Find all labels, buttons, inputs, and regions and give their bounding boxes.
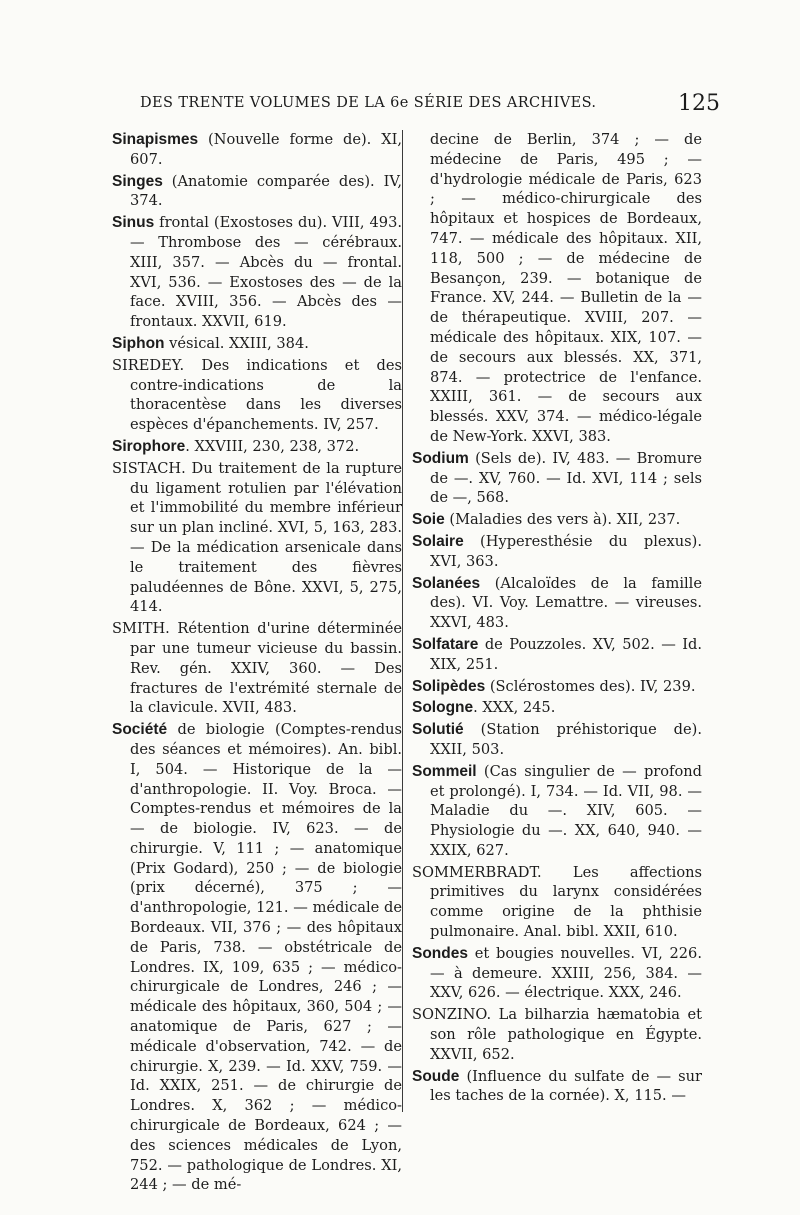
entry-text: SISTACH. Du traitement de la rupture du ligament rotulien par l'élévation et l'immobilité du membre inférieur sur un plan incliné. XVI, 5, 163, 283. — De la médication arsenicale dans le traitement des fièvres paludéennes de Bône. XXVI, 5, 275, 414. — [112, 459, 402, 616]
entry-text: SOMMERBRADT. Les affections primitives du larynx considérées comme origine de la phthisie pulmonaire. Anal. bibl. XXII, 610. — [412, 863, 702, 941]
index-entry — [412, 863, 702, 942]
index-entry — [112, 172, 402, 212]
entry-text: (Influence du sulfate de — sur les taches de la cornée). X, 115. — — [430, 1067, 702, 1105]
entry-headword: Siphon — [112, 334, 165, 352]
index-entry — [412, 532, 702, 572]
running-title: DES TRENTE VOLUMES DE LA 6e SÉRIE DES ARCHIVES. — [140, 95, 597, 111]
entry-text: . XXVIII, 230, 238, 372. — [185, 437, 360, 455]
entry-text: et bougies nouvelles. VI, 226. — à demeure. XXIII, 256, 384. — XXV, 626. — électrique. XXX, 246. — [430, 944, 702, 1002]
entry-text: (Hyperesthésie du plexus). XVI, 363. — [430, 532, 702, 570]
index-entry — [412, 510, 702, 530]
index-entry — [412, 720, 702, 760]
entry-text: . XXX, 245. — [473, 699, 556, 717]
index-entry — [112, 130, 402, 170]
entry-headword: Solanées — [412, 574, 481, 592]
page-number: 125 — [678, 91, 720, 116]
entry-text: (Nouvelle forme de). XI, 607. — [130, 131, 402, 168]
entry-headword: Solfatare — [412, 635, 479, 653]
entry-headword: Soude — [412, 1067, 460, 1085]
entry-text: SIREDEY. Des indications et des contre-indications de la thoracentèse dans les diverses espèces d'épanchements. IV, 257. — [112, 356, 402, 434]
index-entry — [412, 130, 702, 447]
index-entry — [112, 213, 402, 332]
index-entry — [112, 720, 402, 1195]
entry-headword: Sodium — [412, 449, 469, 467]
index-entry — [412, 1067, 702, 1107]
right-column — [412, 130, 702, 1108]
entry-headword: Sologne — [412, 699, 474, 717]
entry-text: SONZINO. La bilharzia hæmatobia et son rôle pathologique en Égypte. XXVII, 652. — [412, 1006, 702, 1063]
entry-headword: Sinus — [112, 214, 155, 232]
entry-text: decine de Berlin, 374 ; — de médecine de Paris, 495 ; — d'hydrologie médicale de Paris, 623 ; — médico-chirurgicale des hôpitaux et hospices de Bordeaux, 747. — médicale des hôpitaux. XII, 118, 500 ; — de médecine de Besançon, 239. — botanique de France. XV, 244. — Bulletin de la — de thérapeutique. XVIII, 207. — médicale des hôpitaux. XIX, 107. — de secours aux blessés. XX, 371, 874. — protectrice de l'enfance. XXIII, 361. — de secours aux blessés. XXV, 374. — médico-légale de New-York. XXVI, 383. — [430, 131, 702, 445]
entry-headword: Sinapismes — [112, 131, 199, 148]
entry-headword: Solutié — [412, 721, 464, 739]
entry-headword: Singes — [112, 172, 163, 190]
entry-headword: Solipèdes — [412, 677, 486, 695]
entry-text: (Sclérostomes des). IV, 239. — [485, 677, 696, 695]
entry-headword: Soie — [412, 511, 445, 529]
entry-headword: Sirophore — [112, 437, 186, 455]
entry-text: SMITH. Rétention d'urine déterminée par une tumeur vicieuse du bassin. Rev. gén. XXIV, 360. — Des fractures de l'extrémité sternale de la clavicule. XVII, 483. — [112, 620, 402, 717]
entry-text: frontal (Exostoses du). VIII, 493. — Thrombose des — cérébraux. XIII, 357. — Abcès du — frontal. XVI, 536. — Exostoses des — de la face. XVIII, 356. — Abcès des — frontaux. XXVII, 619. — [130, 214, 402, 331]
index-entry — [412, 449, 702, 508]
entry-text: (Maladies des vers à). XII, 237. — [444, 511, 681, 529]
entry-text: (Cas singulier de — profond et prolongé). I, 734. — Id. VII, 98. — Maladie du —. XIV, 605. — Physiologie du —. XX, 640, 940. — XXIX, 627. — [430, 762, 702, 859]
index-entry — [112, 356, 402, 435]
entry-text: (Sels de). IV, 483. — Bromure de —. XV, 760. — Id. XVI, 114 ; sels de —, 568. — [430, 449, 702, 507]
entry-text: de Pouzzoles. XV, 502. — Id. XIX, 251. — [430, 635, 702, 673]
index-entry — [112, 459, 402, 617]
entry-headword: Sommeil — [412, 762, 477, 780]
index-entry — [112, 437, 402, 457]
entry-text: vésical. XXIII, 384. — [164, 334, 309, 352]
index-entry — [112, 619, 402, 718]
left-column — [112, 130, 402, 1197]
running-head — [140, 91, 720, 116]
entry-text: (Station préhistorique de). XXII, 503. — [430, 721, 702, 758]
index-entry — [412, 944, 702, 1003]
index-entry — [412, 574, 702, 633]
column-divider — [402, 130, 403, 1112]
entry-text: (Anatomie comparée des). IV, 374. — [130, 172, 402, 210]
index-entry — [412, 1005, 702, 1064]
index-entry — [412, 677, 702, 697]
entry-text: de biologie (Comptes-rendus des séances et mémoires). An. bibl. I, 504. — Historique de la — d'anthropologie. II. Voy. Broca. — Comptes-rendus et mémoires de la — de biologie. IV, 623. — de chirurgie. V, 111 ; — anatomique (Prix Godard), 250 ; — de biologie (prix décerné), 375 ; — d'anthropologie, 121. — médicale de Bordeaux. VII, 376 ; — des hôpitaux de Paris, 738. — obstétricale de Londres. IX, 109, 635 ; — médico-chirurgicale de Londres, 246 ; — médicale des hôpitaux, 360, 504 ; — anatomique de Paris, 627 ; — médicale d'observation, 742. — de chirurgie. X, 239. — Id. XXV, 759. — Id. XXIX, 251. — de chirurgie de Londres. X, 362 ; — médico-chirurgicale de Bordeaux, 624 ; — des sciences médicales de Lyon, 752. — pathologique de Londres. XI, 244 ; — de mé- — [130, 721, 402, 1194]
entry-headword: Sondes — [412, 944, 468, 962]
entry-text: (Alcaloïdes de la famille des). VI. Voy. Lemattre. — vireuses. XXVI, 483. — [430, 574, 702, 632]
index-entry — [412, 698, 702, 718]
entry-headword: Société — [112, 721, 168, 739]
index-entry — [112, 334, 402, 354]
index-entry — [412, 635, 702, 675]
entry-headword: Solaire — [412, 532, 464, 550]
index-entry — [412, 762, 702, 861]
